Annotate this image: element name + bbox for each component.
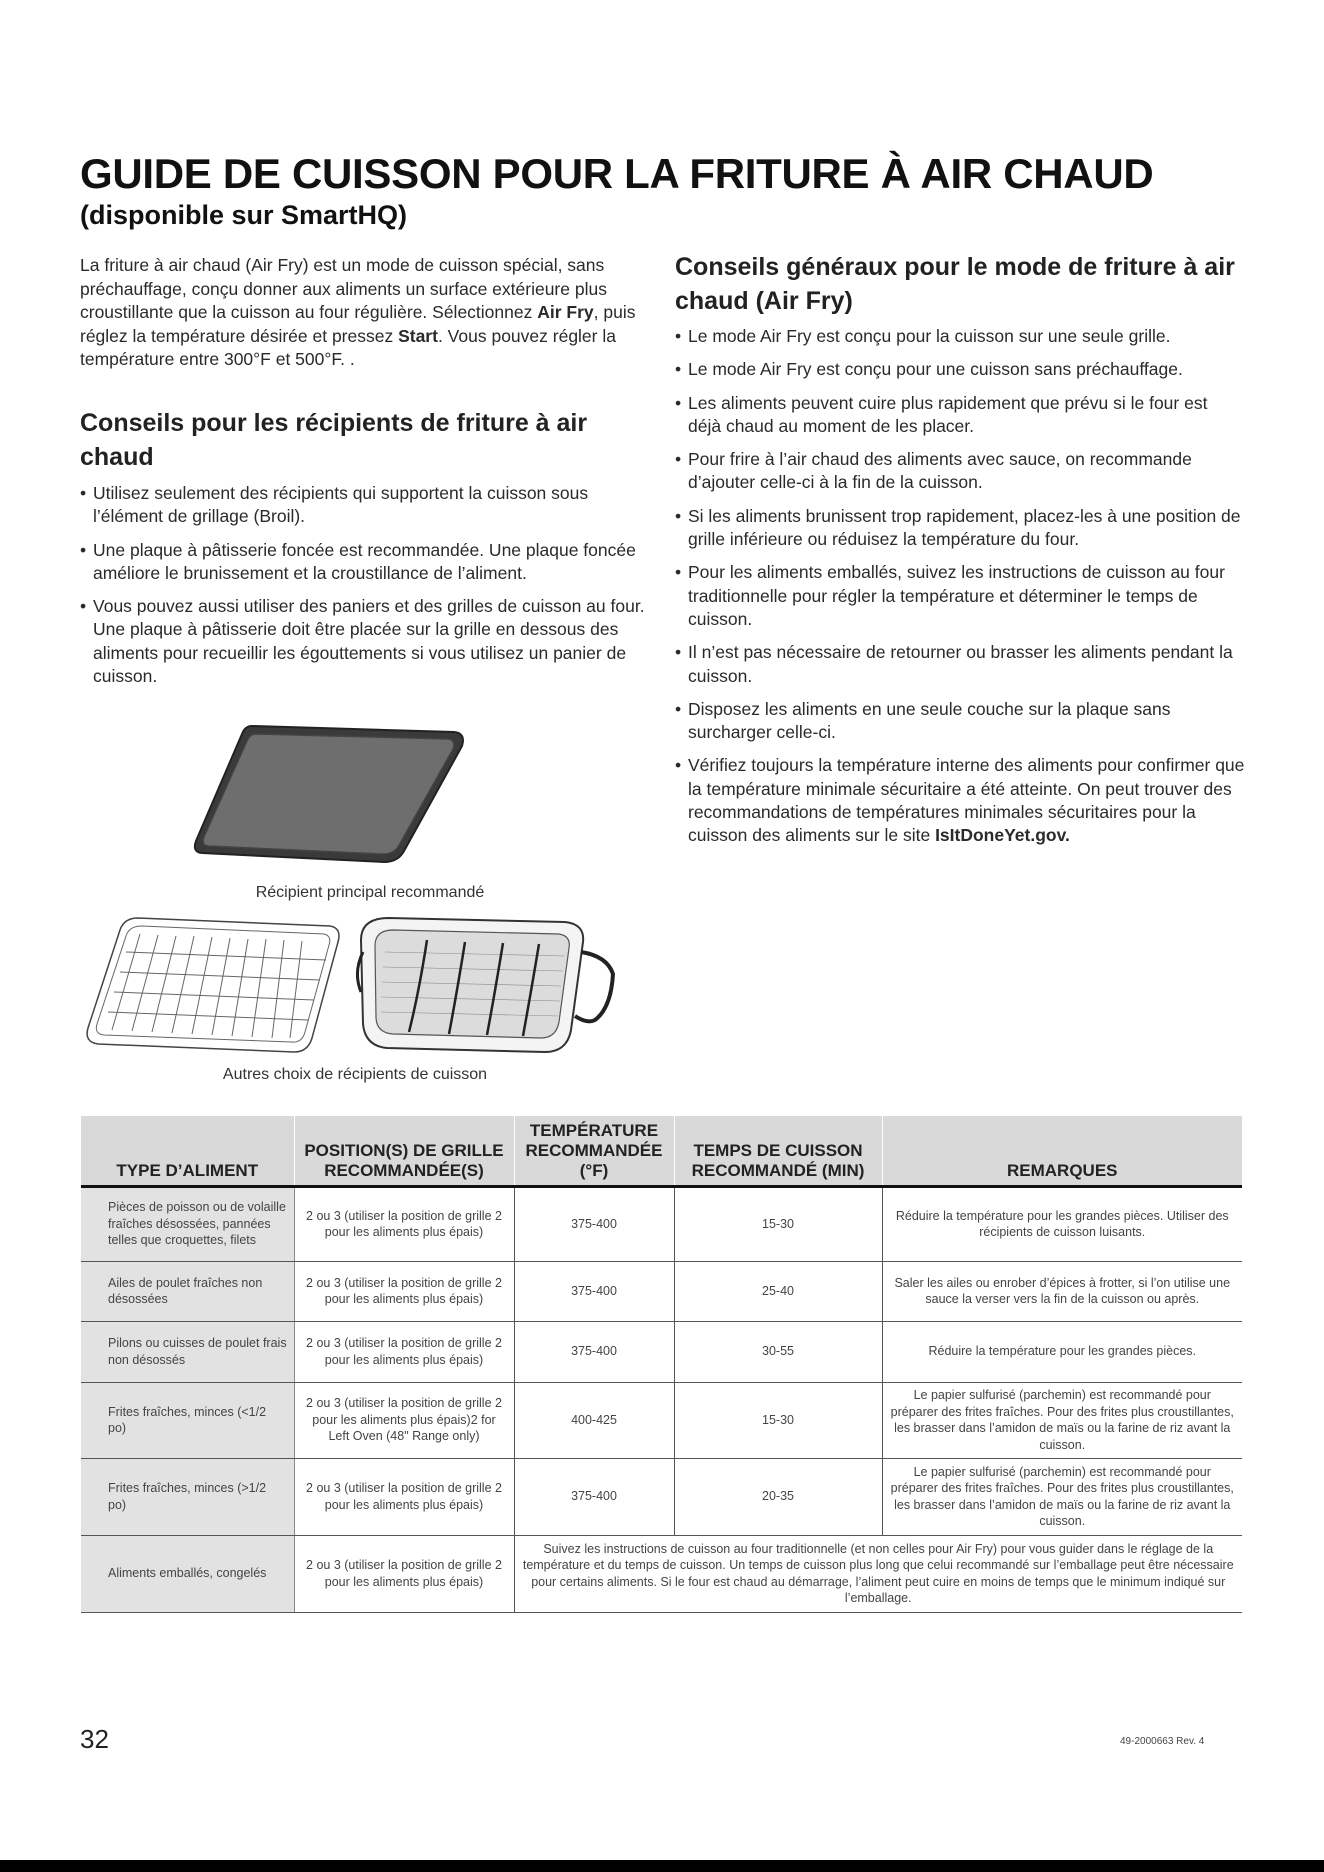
food-type-cell: Frites fraîches, minces (>1/2 po) [81, 1458, 294, 1535]
list-item-text: Vérifiez toujours la température interne des aliments pour confirmer que la température minimale sécuritaire a été atteinte. On peut trouver des recommandations de températures minimales sécuritaires pour la cuisson des aliments sur le site [688, 755, 1245, 846]
cookware-tips-heading: Conseils pour les récipients de friture à air chaud [80, 409, 588, 471]
table-row [81, 1261, 1242, 1321]
intro-text: , puis réglez la température désirée et pressez [80, 302, 636, 346]
packaged-food-notes-cell: Suivez les instructions de cuisson au four traditionnelle (et non celles pour Air Fry) pour vous guider dans le réglage de la température et du temps de cuisson. Un temps de cuisson plus long que celui recommandé sur l’emballage peut être nécessaire pour certains aliments. Si le four est chaud au démarrage, l’aliment peut cuire en moins de temps que le minimum indiqué sur l’emballage. [514, 1535, 1242, 1612]
cook-time-cell: 30-55 [674, 1321, 882, 1382]
cook-time-cell: 15-30 [674, 1382, 882, 1458]
column-header-food-type: TYPE D’ALIMENT [81, 1116, 294, 1186]
intro-text: La friture à air chaud (Air Fry) est un mode de cuisson spécial, sans préchauffage, conçu donner aux aliments un surface extérieure plus croustillante que la cuisson au four régulière. Sélectionnez [80, 255, 607, 322]
cook-time-cell: 15-30 [674, 1186, 882, 1261]
page-bottom-bar [0, 1860, 1324, 1872]
list-item: • Le mode Air Fry est conçu pour une cuisson sans préchauffage. [675, 358, 1245, 381]
food-type-cell: Pièces de poisson ou de volaille fraîches désossées, pannées telles que croquettes, filets [81, 1186, 294, 1261]
page-number: 32 [80, 1724, 109, 1754]
main-pan-caption: Récipient principal recommandé [255, 884, 485, 901]
wire-rack-illustration [80, 912, 345, 1062]
cook-time-cell: 20-35 [674, 1458, 882, 1535]
document-reference: 49-2000663 Rev. 4 [1120, 1736, 1205, 1747]
page-subtitle: (disponible sur SmartHQ) [80, 200, 408, 230]
notes-cell: Saler les ailes ou enrober d’épices à frotter, si l’on utilise une sauce la verser vers la fin de la cuisson ou après. [882, 1261, 1242, 1321]
page-title: GUIDE DE CUISSON POUR LA FRITURE À AIR CHAUD [80, 150, 1154, 197]
alt-cookware-caption: Autres choix de récipients de cuisson [222, 1066, 488, 1083]
table-header-row [81, 1116, 1242, 1186]
rack-position-cell: 2 ou 3 (utiliser la position de grille 2 pour les aliments plus épais) [294, 1458, 514, 1535]
list-item: • Si les aliments brunissent trop rapidement, placez-les à une position de grille inférieure ou réduisez la température du four. [675, 505, 1245, 552]
column-header-rack-position: POSITION(S) DE GRILLE RECOMMANDÉE(S) [294, 1116, 514, 1186]
temperature-cell: 375-400 [514, 1261, 674, 1321]
table-row [81, 1321, 1242, 1382]
table-row [81, 1458, 1242, 1535]
rack-position-cell: 2 ou 3 (utiliser la position de grille 2 pour les aliments plus épais) [294, 1535, 514, 1612]
table-row [81, 1186, 1242, 1261]
list-item: • Il n’est pas nécessaire de retourner ou brasser les aliments pendant la cuisson. [675, 641, 1245, 688]
table-row [81, 1535, 1242, 1612]
start-label: Start [398, 325, 438, 346]
cookware-tips-list [80, 482, 652, 698]
temperature-cell: 375-400 [514, 1458, 674, 1535]
temperature-cell: 375-400 [514, 1321, 674, 1382]
cooking-basket-illustration [355, 912, 625, 1062]
temperature-cell: 375-400 [514, 1186, 674, 1261]
dark-baking-pan-illustration [190, 720, 470, 865]
list-item: • Disposez les aliments en une seule couche sur la plaque sans surcharger celle-ci. [675, 698, 1245, 745]
food-type-cell: Aliments emballés, congelés [81, 1535, 294, 1612]
notes-cell: Le papier sulfurisé (parchemin) est recommandé pour préparer des frites fraîches. Pour des frites plus croustillantes, les brasser dans l’amidon de maïs ou la farine de riz avant la cuisson. [882, 1458, 1242, 1535]
list-item: • Vous pouvez aussi utiliser des paniers et des grilles de cuisson au four. Une plaque à pâtisserie doit être placée sur la grille en dessous des aliments pour recueillir les égouttements si vous utilisez un panier de cuisson. [80, 595, 652, 688]
intro-text: . Vous pouvez régler la température entre 300°F et 500°F. . [80, 325, 616, 369]
general-tips-list [675, 325, 1245, 858]
cook-time-cell: 25-40 [674, 1261, 882, 1321]
general-tips-heading: Conseils généraux pour le mode de friture à air chaud (Air Fry) [675, 253, 1235, 315]
rack-position-cell: 2 ou 3 (utiliser la position de grille 2 pour les aliments plus épais) [294, 1321, 514, 1382]
notes-cell: Réduire la température pour les grandes pièces. Utiliser des récipients de cuisson luisants. [882, 1186, 1242, 1261]
list-item: • Les aliments peuvent cuire plus rapidement que prévu si le four est déjà chaud au moment de les placer. [675, 392, 1245, 439]
food-type-cell: Ailes de poulet fraîches non désossées [81, 1261, 294, 1321]
rack-position-cell: 2 ou 3 (utiliser la position de grille 2 pour les aliments plus épais) [294, 1186, 514, 1261]
list-item [675, 754, 1245, 847]
temperature-cell: 400-425 [514, 1382, 674, 1458]
air-fry-cooking-table [81, 1116, 1242, 1613]
list-item: • Utilisez seulement des récipients qui supportent la cuisson sous l’élément de grillage (Broil). [80, 482, 652, 529]
rack-position-cell: 2 ou 3 (utiliser la position de grille 2 pour les aliments plus épais)2 for Left Oven (48" Range only) [294, 1382, 514, 1458]
rack-position-cell: 2 ou 3 (utiliser la position de grille 2 pour les aliments plus épais) [294, 1261, 514, 1321]
food-type-cell: Pilons ou cuisses de poulet frais non désossés [81, 1321, 294, 1382]
intro-paragraph [80, 254, 652, 372]
air-fry-label: Air Fry [537, 302, 594, 322]
list-item: • Le mode Air Fry est conçu pour la cuisson sur une seule grille. [675, 325, 1245, 348]
list-item: • Pour les aliments emballés, suivez les instructions de cuisson au four traditionnelle pour régler la température et déterminer le temps de cuisson. [675, 561, 1245, 631]
list-item: • Pour frire à l’air chaud des aliments avec sauce, on recommande d’ajouter celle-ci à la fin de la cuisson. [675, 448, 1245, 495]
notes-cell: Le papier sulfurisé (parchemin) est recommandé pour préparer des frites fraîches. Pour des frites plus croustillantes, les brasser dans l’amidon de maïs ou la farine de riz avant la cuisson. [882, 1382, 1242, 1458]
column-header-notes: REMARQUES [882, 1116, 1242, 1186]
food-type-cell: Frites fraîches, minces (<1/2 po) [81, 1382, 294, 1458]
isitdoneyet-link[interactable]: IsItDoneYet.gov. [935, 825, 1070, 846]
list-item: • Une plaque à pâtisserie foncée est recommandée. Une plaque foncée améliore le brunissement et la croustillance de l’aliment. [80, 539, 652, 586]
table-row [81, 1382, 1242, 1458]
column-header-cook-time: TEMPS DE CUISSON RECOMMANDÉ (MIN) [674, 1116, 882, 1186]
column-header-temperature: TEMPÉRATURE RECOMMANDÉE (°F) [514, 1116, 674, 1186]
notes-cell: Réduire la température pour les grandes pièces. [882, 1321, 1242, 1382]
